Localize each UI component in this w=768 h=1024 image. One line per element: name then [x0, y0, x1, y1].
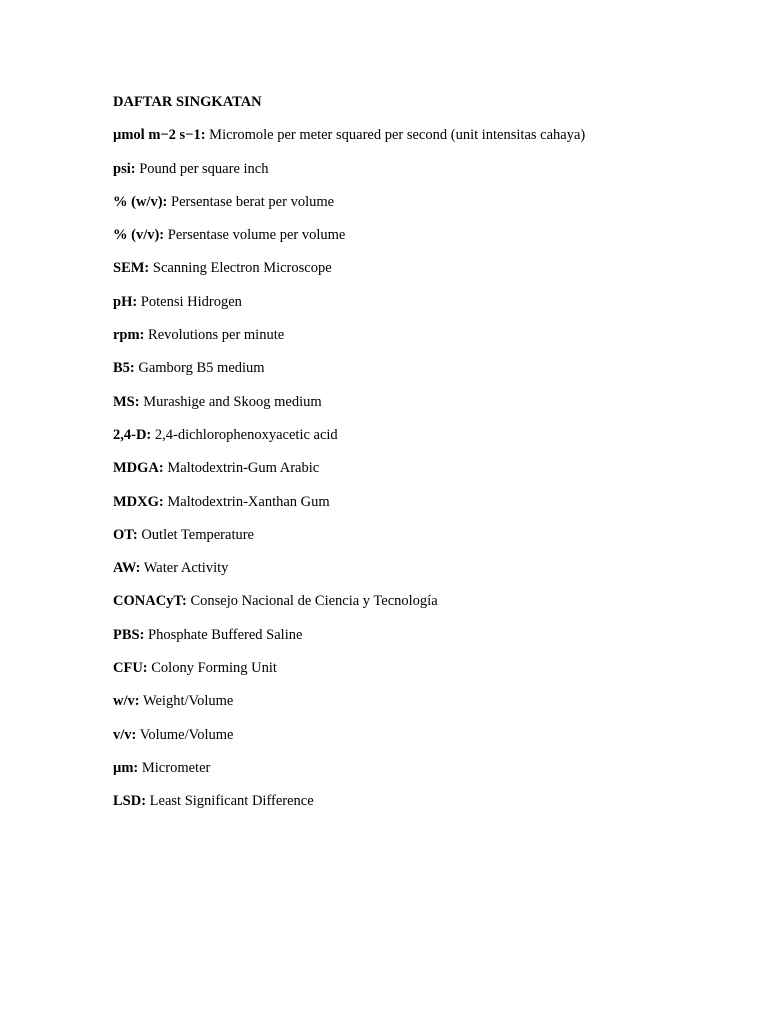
abbreviation-definition: 2,4-dichlorophenoxyacetic acid — [154, 426, 338, 443]
abbreviation-definition: Revolutions per minute — [148, 327, 285, 344]
abbreviation-definition: Persentase volume per volume — [167, 227, 346, 244]
abbreviation-entry — [113, 192, 713, 212]
abbreviation-term: µm: — [113, 759, 139, 776]
page-title: DAFTAR SINGKATAN — [113, 94, 262, 110]
abbreviation-definition: Water Activity — [143, 560, 229, 577]
abbreviation-term: psi: — [113, 160, 136, 177]
abbreviation-entry — [113, 558, 713, 578]
abbreviation-term: MDXG: — [113, 493, 164, 510]
abbreviation-term: CFU: — [113, 660, 148, 677]
abbreviation-definition: Outlet Temperature — [141, 526, 254, 543]
abbreviation-entry — [113, 325, 713, 345]
abbreviation-list — [113, 125, 713, 811]
abbreviation-definition: Least Significant Difference — [149, 793, 314, 810]
abbreviation-definition: Persentase berat per volume — [171, 193, 335, 210]
abbreviation-definition: Maltodextrin-Gum Arabic — [167, 460, 320, 477]
abbreviation-entry — [113, 758, 713, 778]
abbreviation-definition: Micrometer — [141, 759, 211, 776]
abbreviation-term: 2,4-D: — [113, 426, 152, 443]
abbreviation-term: LSD: — [113, 793, 147, 810]
abbreviation-entry — [113, 691, 713, 711]
abbreviation-term: v/v: — [113, 726, 137, 743]
document-page — [113, 92, 713, 825]
abbreviation-entry — [113, 258, 713, 278]
abbreviation-definition: Maltodextrin-Xanthan Gum — [167, 493, 330, 510]
abbreviation-entry — [113, 159, 713, 179]
abbreviation-term: OT: — [113, 526, 138, 543]
abbreviation-entry — [113, 725, 713, 745]
abbreviation-entry — [113, 425, 713, 445]
abbreviation-definition: Colony Forming Unit — [151, 660, 277, 677]
abbreviation-definition: Scanning Electron Microscope — [152, 260, 332, 277]
abbreviation-definition: Murashige and Skoog medium — [143, 393, 322, 410]
abbreviation-entry — [113, 358, 713, 378]
abbreviation-term: µmol m−2 s−1: — [113, 127, 206, 144]
abbreviation-entry — [113, 292, 713, 312]
abbreviation-entry — [113, 492, 713, 512]
abbreviation-definition: Weight/Volume — [142, 693, 234, 710]
abbreviation-term: PBS: — [113, 626, 145, 643]
abbreviation-entry — [113, 791, 713, 811]
abbreviation-definition: Potensi Hidrogen — [140, 293, 242, 310]
abbreviation-term: CONACyT: — [113, 593, 187, 610]
abbreviation-term: AW: — [113, 560, 141, 577]
abbreviation-term: % (w/v): — [113, 193, 168, 210]
abbreviation-entry — [113, 591, 713, 611]
abbreviation-term: SEM: — [113, 260, 150, 277]
abbreviation-definition: Micromole per meter squared per second (unit intensitas cahaya) — [209, 127, 586, 144]
abbreviation-entry — [113, 625, 713, 645]
abbreviation-definition: Gamborg B5 medium — [138, 360, 265, 377]
abbreviation-term: MS: — [113, 393, 140, 410]
abbreviation-term: MDGA: — [113, 460, 164, 477]
abbreviation-definition: Volume/Volume — [139, 726, 234, 743]
abbreviation-definition: Pound per square inch — [139, 160, 269, 177]
abbreviation-entry — [113, 392, 713, 412]
abbreviation-term: pH: — [113, 293, 138, 310]
abbreviation-term: rpm: — [113, 327, 145, 344]
abbreviation-entry — [113, 458, 713, 478]
abbreviation-term: w/v: — [113, 693, 140, 710]
abbreviation-definition: Phosphate Buffered Saline — [148, 626, 303, 643]
abbreviation-term: % (v/v): — [113, 227, 165, 244]
abbreviation-definition: Consejo Nacional de Ciencia y Tecnología — [190, 593, 438, 610]
abbreviation-entry — [113, 225, 713, 245]
abbreviation-entry — [113, 658, 713, 678]
abbreviation-entry — [113, 525, 713, 545]
abbreviation-entry — [113, 125, 713, 145]
abbreviation-term: B5: — [113, 360, 135, 377]
